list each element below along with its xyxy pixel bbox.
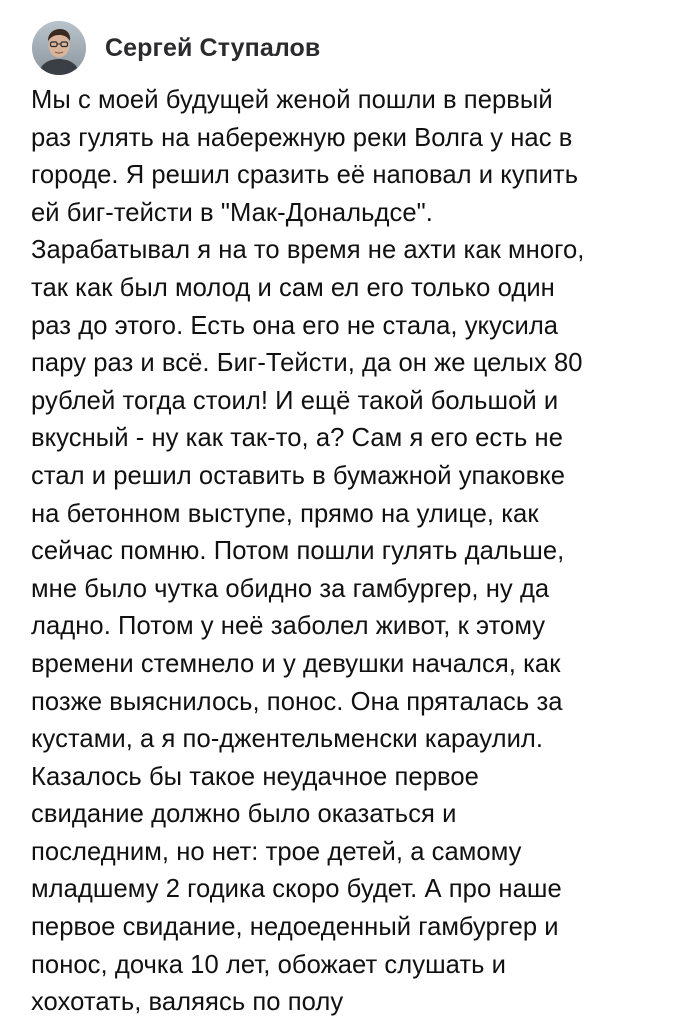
post-text-line: Мы с моей будущей женой пошли в первый [31, 86, 553, 114]
post-text-line: на бетонном выступе, прямо на улице, как [31, 499, 539, 528]
post-text-line: так как был молод и сам ел его только один [31, 273, 555, 302]
post-text-line: хохотать, валяясь по полу [31, 988, 344, 1017]
post-text-line: ей биг-тейсти в "Мак-Дональдсе". [31, 198, 433, 227]
post-text-line: Зарабатывал я на то время не ахти как много, [31, 236, 585, 265]
post-text-line: раз до этого. Есть она его не стала, укусила [31, 311, 559, 340]
avatar[interactable] [32, 21, 86, 75]
post-text-line: пару раз и всё. Биг-Тейсти, да он же целых 80 [31, 349, 583, 378]
post-text-line: времени стемнело и у девушки начался, как [31, 649, 561, 678]
post-text-line: последним, но нет: трое детей, а самому [31, 837, 522, 866]
post-text-line: раз гулять на набережную реки Волга у нас в [31, 123, 573, 152]
post-text-line: кустами, а я по-джентельменски караулил. [31, 725, 544, 754]
post-text-line: позже выяснилось, понос. Она пряталась за [31, 687, 563, 716]
post-text-line: младшему 2 годика скоро будет. А про наше [31, 875, 562, 904]
post-text-line: рублей тогда стоил! И ещё такой большой и [31, 386, 559, 415]
post-text-line: стал и решил оставить в бумажной упаковке [31, 461, 566, 490]
post-text-line: ладно. Потом у неё заболел живот, к этому [31, 612, 546, 641]
post-text [31, 82, 676, 1022]
post-text-line: городе. Я решил сразить её наповал и купить [31, 161, 579, 190]
post-text-line: первое свидание, недоеденный гамбургер и [31, 913, 559, 942]
post-text-line: понос, дочка 10 лет, обожает слушать и [31, 950, 507, 979]
author-name[interactable]: Сергей Ступалов [105, 33, 321, 62]
post-text-line: Казалось бы такое неудачное первое [31, 762, 479, 791]
post-text-line: мне было чутка обидно за гамбургер, ну да [31, 574, 550, 603]
avatar-image [32, 21, 86, 75]
post-text-line: свидание должно было оказаться и [31, 800, 457, 829]
post-text-line: сейчас помню. Потом пошли гулять дальше, [31, 537, 565, 566]
post-text-line: вкусный - ну как так-то, а? Сам я его есть не [31, 424, 564, 453]
post-header [32, 20, 320, 76]
